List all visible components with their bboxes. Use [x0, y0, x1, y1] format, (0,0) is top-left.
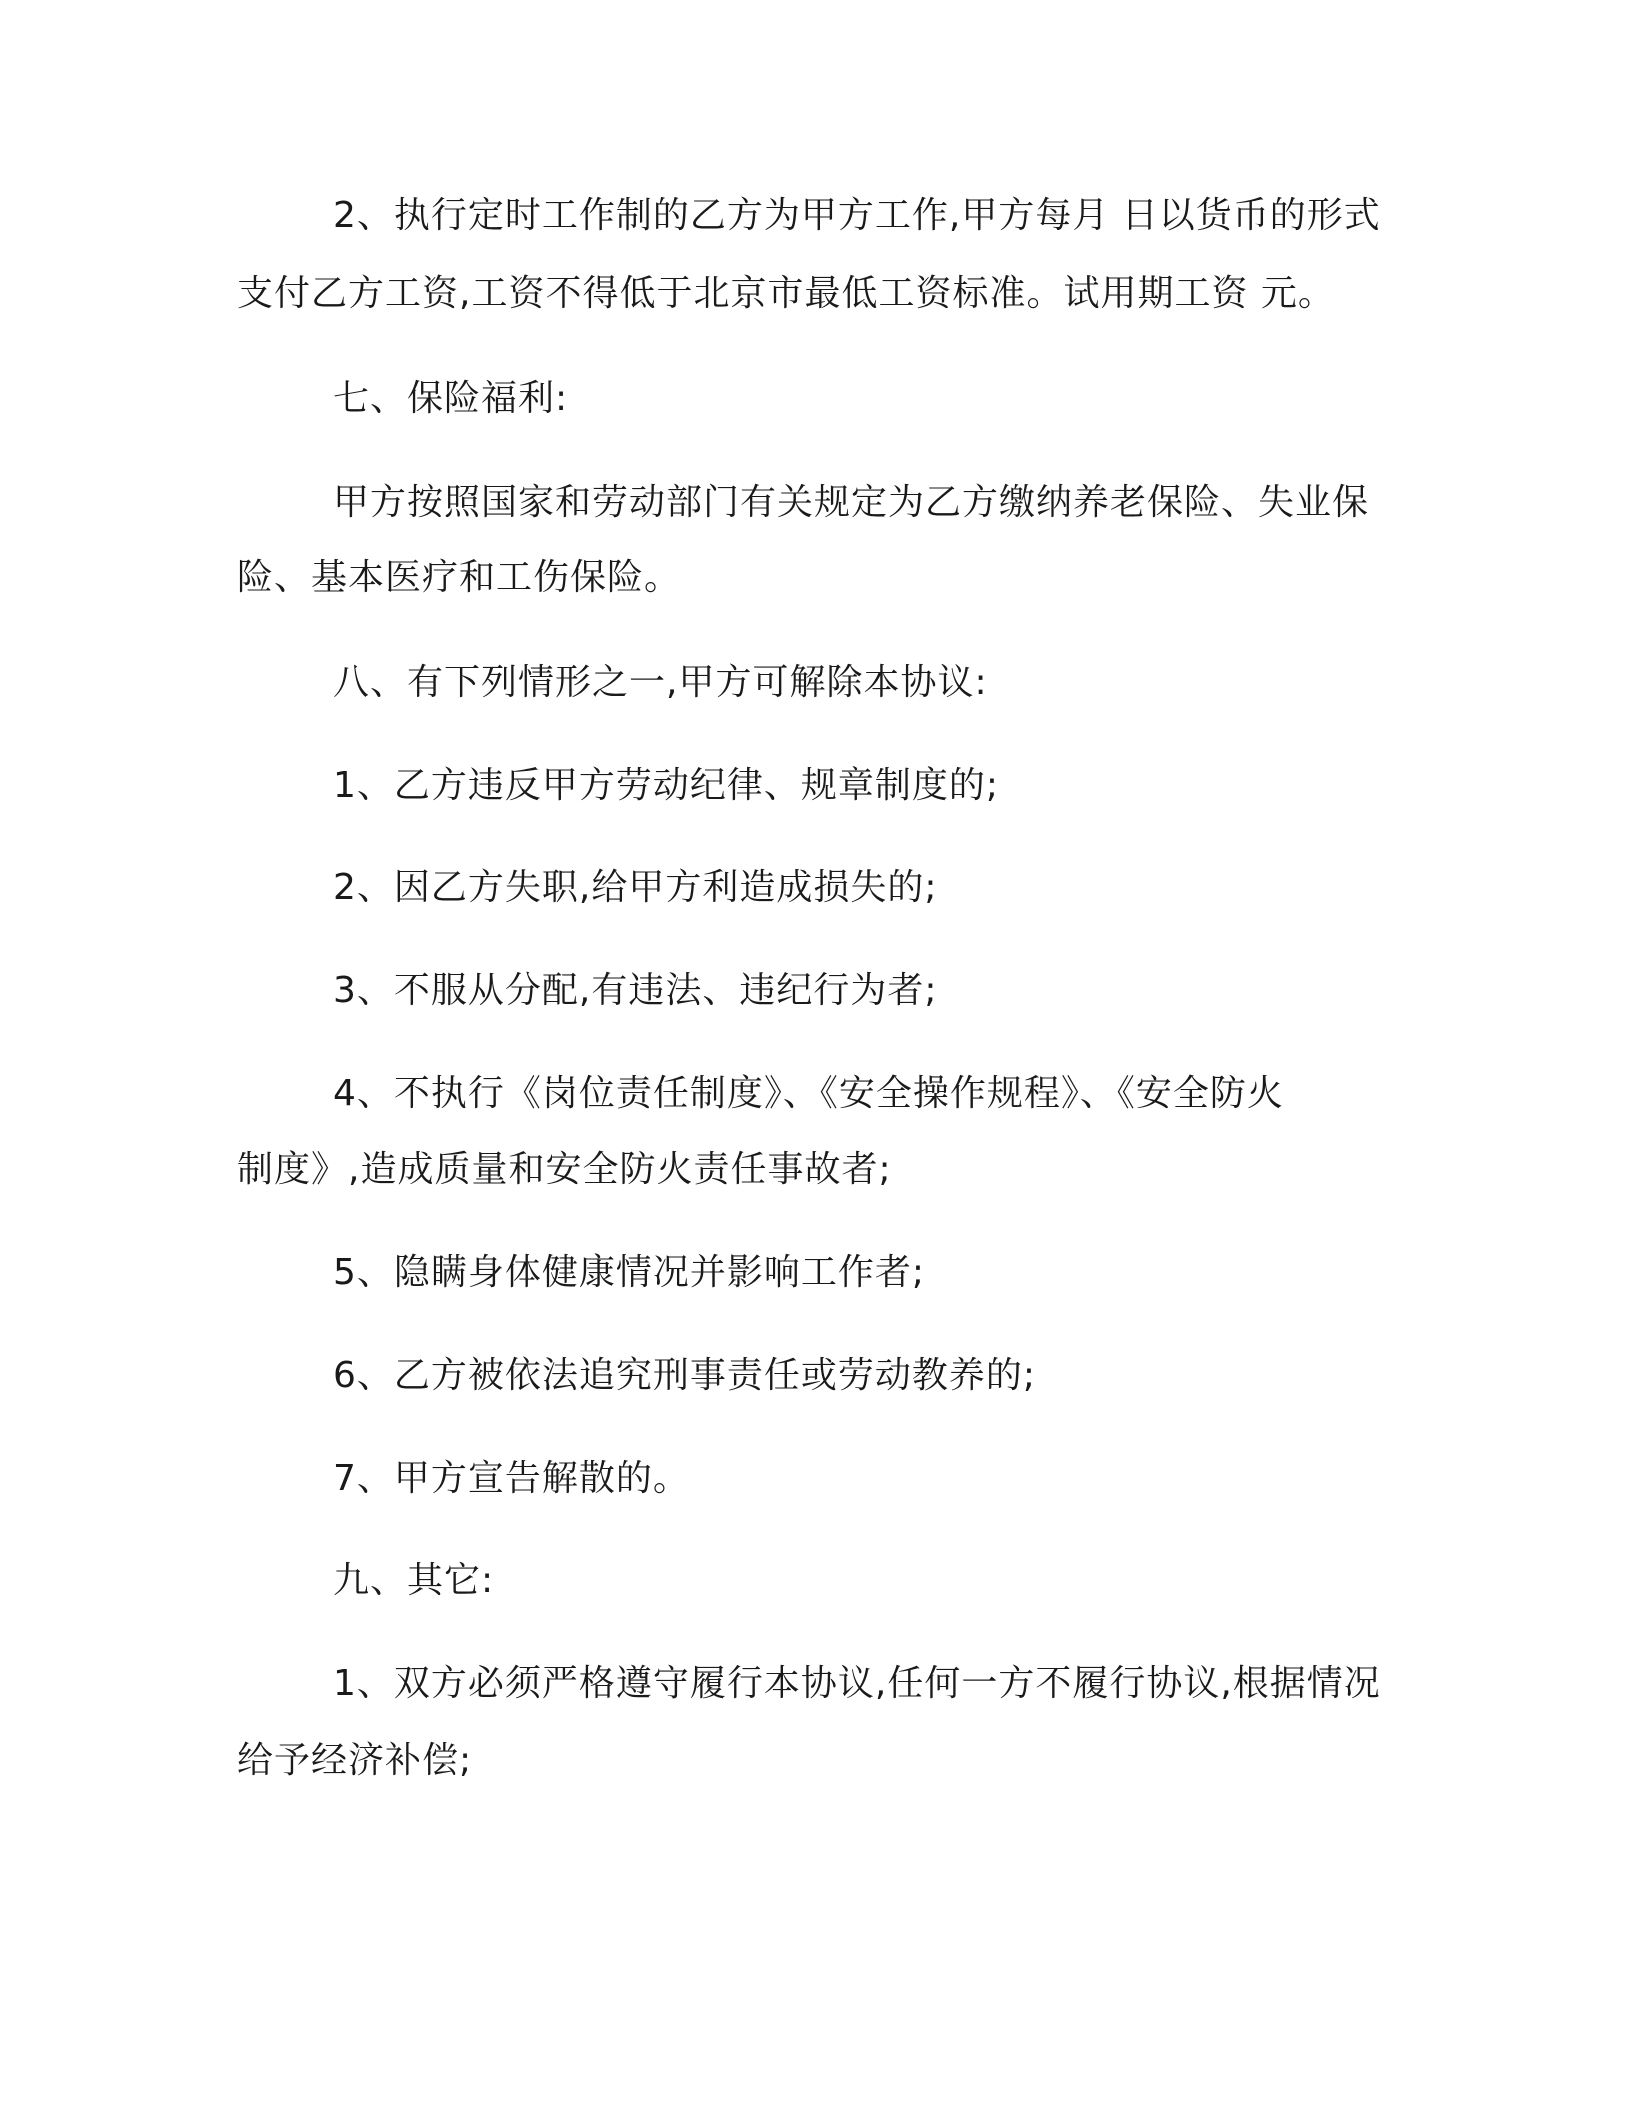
list-item: 1、乙方违反甲方劳动纪律、规章制度的; — [333, 765, 1000, 806]
list-item: 6、乙方被依法追究刑事责任或劳动教养的; — [333, 1355, 1037, 1396]
section-heading: 八、有下列情形之一,甲方可解除本协议: — [333, 662, 988, 703]
list-item: 7、甲方宣告解散的。 — [333, 1458, 690, 1499]
text-line: 2、执行定时工作制的乙方为甲方工作,甲方每月 日以货币的形式 — [333, 195, 1381, 236]
list-item: 3、不服从分配,有违法、违纪行为者; — [333, 970, 938, 1011]
text-line: 甲方按照国家和劳动部门有关规定为乙方缴纳养老保险、失业保 — [333, 482, 1370, 523]
list-item: 5、隐瞒身体健康情况并影响工作者; — [333, 1252, 926, 1293]
list-item: 2、因乙方失职,给甲方利造成损失的; — [333, 867, 938, 908]
section-heading: 七、保险福利: — [333, 378, 569, 419]
list-item-continuation: 给予经济补偿; — [237, 1740, 473, 1781]
list-item-continuation: 制度》,造成质量和安全防火责任事故者; — [237, 1149, 892, 1190]
text-line: 支付乙方工资,工资不得低于北京市最低工资标准。试用期工资 元。 — [237, 273, 1335, 314]
list-item: 1、双方必须严格遵守履行本协议,任何一方不履行协议,根据情况 — [333, 1663, 1381, 1704]
text-line: 险、基本医疗和工伤保险。 — [237, 557, 682, 598]
list-item: 4、不执行《岗位责任制度》、《安全操作规程》、《安全防火 — [333, 1073, 1284, 1114]
section-heading: 九、其它: — [333, 1560, 495, 1601]
